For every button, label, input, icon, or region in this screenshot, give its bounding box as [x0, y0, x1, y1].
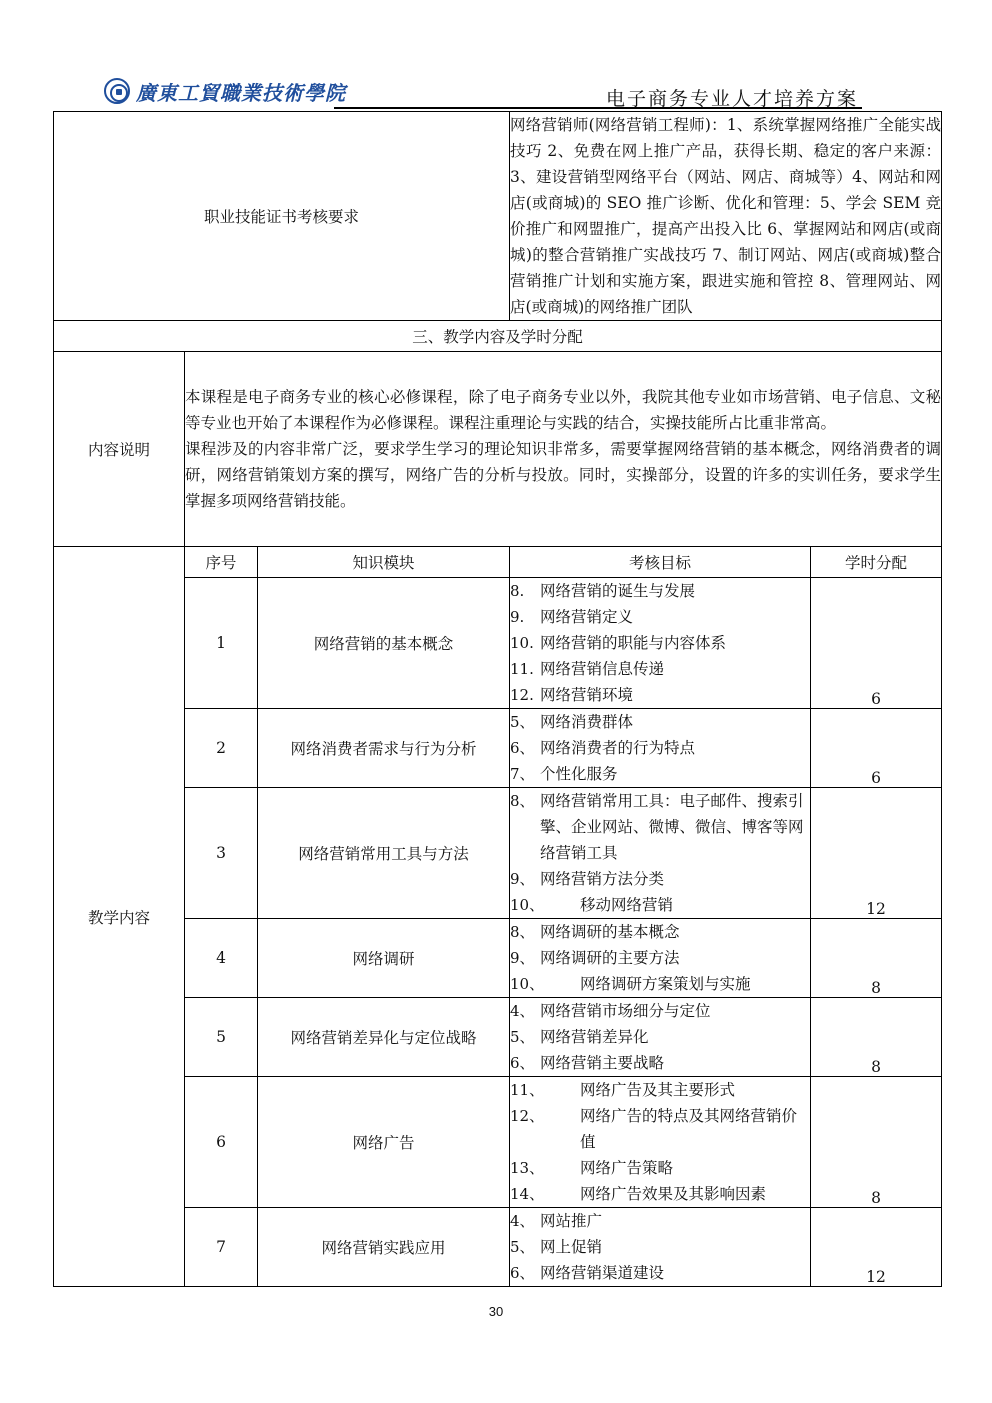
school-name: 廣東工貿職業技術學院	[136, 80, 346, 105]
content-desc-text	[185, 352, 942, 547]
content-desc-label: 内容说明	[54, 352, 185, 547]
goal-number: 12.	[510, 686, 534, 704]
teaching-content-label: 教学内容	[54, 547, 185, 1287]
goal-text: 网络广告的特点及其网络营销价值	[580, 1107, 798, 1151]
content-desc-para-2: 课程涉及的内容非常广泛，要求学生学习的理论知识非常多，需要掌握网络营销的基本概念，网络消费者的调研，网络营销策划方案的撰写，网络广告的分析与投放。同时，实操部分，设置的许多的实训任务，要求学生掌握多项网络营销技能。	[185, 440, 942, 510]
row-seq: 1	[185, 578, 258, 709]
header-hours: 学时分配	[811, 547, 942, 578]
section-title: 三、教学内容及学时分配	[54, 321, 942, 352]
goal-number: 13、	[510, 1159, 545, 1177]
row-seq: 3	[185, 788, 258, 919]
row-goals	[510, 709, 811, 788]
goal-item	[510, 1181, 810, 1207]
goal-text: 网络调研方案策划与实施	[580, 975, 751, 993]
goal-item	[510, 656, 810, 682]
goal-number: 9、	[510, 870, 535, 888]
page-header	[0, 0, 992, 112]
goal-item	[510, 1234, 810, 1260]
goal-number: 12、	[510, 1107, 545, 1125]
curriculum-table	[53, 111, 942, 1287]
header-goal: 考核目标	[510, 547, 811, 578]
goal-number: 8、	[510, 923, 535, 941]
goal-text: 移动网络营销	[580, 896, 674, 914]
goal-number: 4、	[510, 1212, 535, 1230]
goal-text: 网络营销方法分类	[540, 870, 665, 888]
school-emblem-icon	[104, 78, 130, 104]
goal-item	[510, 788, 810, 866]
goal-number: 14、	[510, 1185, 545, 1203]
document-title: 电子商务专业人才培养方案	[606, 88, 859, 110]
goal-text: 网络营销的职能与内容体系	[540, 634, 727, 652]
goal-item	[510, 945, 810, 971]
goal-item	[510, 709, 810, 735]
goal-item	[510, 1050, 810, 1076]
goal-text: 网络营销差异化	[540, 1028, 649, 1046]
row-seq: 4	[185, 919, 258, 998]
table-row	[54, 1208, 942, 1287]
row-hours: 12	[811, 1208, 942, 1287]
goal-text: 网络广告效果及其影响因素	[580, 1185, 767, 1203]
school-logo	[104, 76, 346, 106]
goal-text: 网站推广	[540, 1212, 603, 1230]
row-goals	[510, 998, 811, 1077]
goal-number: 9、	[510, 949, 535, 967]
row-seq: 5	[185, 998, 258, 1077]
goal-item	[510, 604, 810, 630]
goal-text: 网络营销信息传递	[540, 660, 665, 678]
goal-number: 10、	[510, 975, 545, 993]
goal-text: 网络调研的基本概念	[540, 923, 680, 941]
row-module: 网络营销实践应用	[258, 1208, 510, 1287]
goal-item	[510, 1260, 810, 1286]
goal-text: 个性化服务	[540, 765, 618, 783]
cert-label: 职业技能证书考核要求	[204, 208, 360, 226]
row-seq: 7	[185, 1208, 258, 1287]
table-row	[54, 578, 942, 709]
goal-number: 5、	[510, 713, 535, 731]
row-hours: 8	[811, 1077, 942, 1208]
goal-text: 网络消费者的行为特点	[540, 739, 696, 757]
goal-text: 网络营销定义	[540, 608, 634, 626]
goal-text: 网上促销	[540, 1238, 603, 1256]
table-row	[54, 1077, 942, 1208]
row-module: 网络营销的基本概念	[258, 578, 510, 709]
page-number: 30	[488, 1304, 504, 1319]
goal-text: 网络广告策略	[580, 1159, 674, 1177]
row-module: 网络营销差异化与定位战略	[258, 998, 510, 1077]
row-goals	[510, 1077, 811, 1208]
goal-number: 10.	[510, 634, 534, 652]
goal-text: 网络营销主要战略	[540, 1054, 665, 1072]
goal-item	[510, 1155, 810, 1181]
goal-text: 网络营销环境	[540, 686, 634, 704]
row-hours: 8	[811, 998, 942, 1077]
goal-item	[510, 919, 810, 945]
goal-number: 8、	[510, 792, 535, 810]
goal-text: 网络营销的诞生与发展	[540, 582, 696, 600]
table-row	[54, 919, 942, 998]
goal-number: 7、	[510, 765, 535, 783]
goal-item	[510, 866, 810, 892]
row-module: 网络调研	[258, 919, 510, 998]
goal-text: 网络营销市场细分与定位	[540, 1002, 711, 1020]
table-row	[54, 788, 942, 919]
goal-text: 网络广告及其主要形式	[580, 1081, 736, 1099]
goal-number: 11.	[510, 660, 534, 678]
header-rule	[334, 107, 862, 109]
goal-item	[510, 1103, 810, 1155]
goal-item	[510, 971, 810, 997]
row-hours: 6	[811, 709, 942, 788]
goal-text: 网络消费群体	[540, 713, 634, 731]
goal-number: 6、	[510, 1264, 535, 1282]
row-goals	[510, 1208, 811, 1287]
goal-number: 10、	[510, 896, 545, 914]
goal-item	[510, 578, 810, 604]
goal-item	[510, 1077, 810, 1103]
goal-text: 网络调研的主要方法	[540, 949, 680, 967]
goal-item	[510, 761, 810, 787]
goal-number: 5、	[510, 1238, 535, 1256]
goal-item	[510, 998, 810, 1024]
table-row	[54, 998, 942, 1077]
goal-item	[510, 1208, 810, 1234]
goal-item	[510, 1024, 810, 1050]
table-row	[54, 709, 942, 788]
row-goals	[510, 578, 811, 709]
goal-item	[510, 735, 810, 761]
goal-item	[510, 630, 810, 656]
goal-number: 6、	[510, 739, 535, 757]
goal-text: 网络营销渠道建设	[540, 1264, 665, 1282]
row-module: 网络广告	[258, 1077, 510, 1208]
row-goals	[510, 919, 811, 998]
goal-number: 11、	[510, 1081, 545, 1099]
content-desc-para-1: 本课程是电子商务专业的核心必修课程，除了电子商务专业以外，我院其他专业如市场营销、电子信息、文秘等专业也开始了本课程作为必修课程。课程注重理论与实践的结合，实操技能所占比重非常高。	[185, 388, 942, 432]
row-hours: 8	[811, 919, 942, 998]
row-module: 网络消费者需求与行为分析	[258, 709, 510, 788]
goal-item	[510, 682, 810, 708]
row-hours: 12	[811, 788, 942, 919]
cert-requirement-text: 网络营销师(网络营销工程师)：1、系统掌握网络推广全能实战技巧 2、免费在网上推广产品，获得长期、稳定的客户来源：3、建设营销型网络平台（网站、网店、商城等）4、网站和网店(或商城)的 SEO 推广诊断、优化和管理：5、学会 SEM 竞价推广和网盟推广，提高产出投入比 6、掌握网站和网店(或商城)的整合营销推广实战技巧 7、制订网站、网店(或商城)整合营销推广计划和实施方案，跟进实施和管控 8、管理网站、网店(或商城)的网络推广团队	[510, 112, 942, 321]
goal-number: 6、	[510, 1054, 535, 1072]
header-seq: 序号	[185, 547, 258, 578]
goal-item	[510, 892, 810, 918]
goal-number: 8.	[510, 582, 525, 600]
goal-number: 4、	[510, 1002, 535, 1020]
goal-number: 9.	[510, 608, 525, 626]
goal-number: 5、	[510, 1028, 535, 1046]
cert-label-cell	[54, 112, 510, 321]
goal-text: 网络营销常用工具：电子邮件、搜索引擎、企业网站、微博、微信、博客等网络营销工具	[540, 792, 804, 862]
row-hours: 6	[811, 578, 942, 709]
row-module: 网络营销常用工具与方法	[258, 788, 510, 919]
row-seq: 6	[185, 1077, 258, 1208]
header-module: 知识模块	[258, 547, 510, 578]
row-seq: 2	[185, 709, 258, 788]
row-goals	[510, 788, 811, 919]
